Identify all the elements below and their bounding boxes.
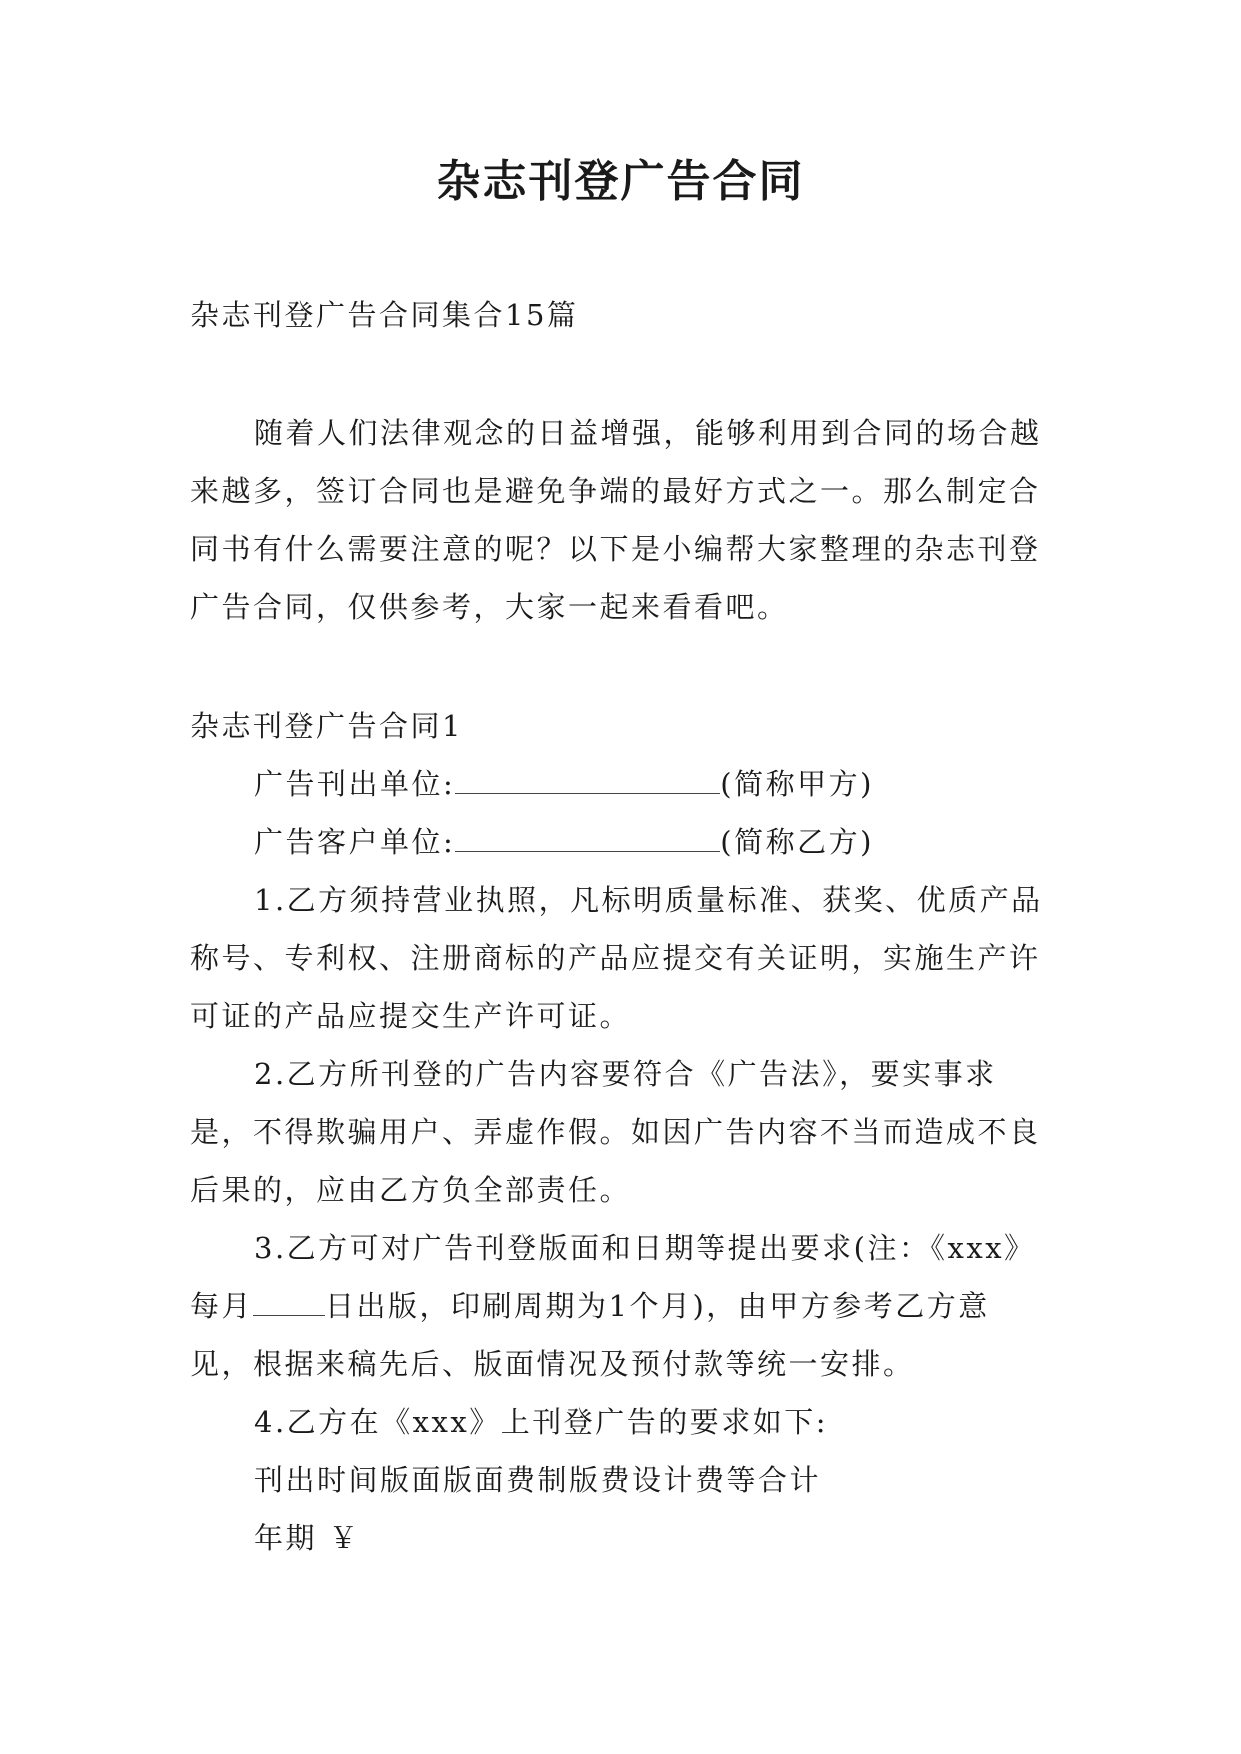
clause-3 <box>190 1219 1050 1393</box>
clause-2: 2.乙方所刊登的广告内容要符合《广告法》，要实事求是，不得欺骗用户、弄虚作假。如因广告内容不当而造成不良后果的，应由乙方负全部责任。 <box>190 1057 1041 1207</box>
document-title: 杂志刊登广告合同 <box>436 156 805 207</box>
intro-paragraph: 随着人们法律观念的日益增强，能够利用到合同的场合越来越多，签订合同也是避免争端的最好方式之一。那么制定合同书有什么需要注意的呢？以下是小编帮大家整理的杂志刊登广告合同，仅供参考，大家一起来看看吧。 <box>190 416 1042 624</box>
party-b-line <box>190 813 1050 871</box>
party-a-line <box>190 755 1050 813</box>
clause-3-part-2: 日出版，印刷周期为1个月)，由甲方参考乙方意见，根据来稿先后、版面情况及预付款等统一安排。 <box>190 1289 990 1381</box>
party-a-label: 广告刊出单位: <box>254 767 456 801</box>
document-subtitle: 杂志刊登广告合同集合15篇 <box>190 298 579 332</box>
contract-heading: 杂志刊登广告合同1 <box>190 709 463 743</box>
party-b-suffix: (简称乙方) <box>720 825 874 859</box>
clause-3-part-1: 3.乙方可对广告刊登版面和日期等提出要求(注：《xxx》每月 <box>190 1231 1036 1323</box>
party-a-blank <box>455 761 720 794</box>
party-b-label: 广告客户单位: <box>254 825 456 859</box>
party-b-blank <box>455 819 720 852</box>
ad-table-row: 年期 ￥ <box>254 1521 361 1555</box>
contract-section <box>190 697 1050 1567</box>
ad-table-header: 刊出时间版面版面费制版费设计费等合计 <box>254 1463 822 1497</box>
clause-1: 1.乙方须持营业执照，凡标明质量标准、获奖、优质产品称号、专利权、注册商标的产品应提交有关证明，实施生产许可证的产品应提交生产许可证。 <box>190 883 1043 1033</box>
clause-4: 4.乙方在《xxx》上刊登广告的要求如下: <box>254 1405 829 1439</box>
publish-day-blank <box>253 1283 325 1316</box>
party-a-suffix: (简称甲方) <box>720 767 874 801</box>
